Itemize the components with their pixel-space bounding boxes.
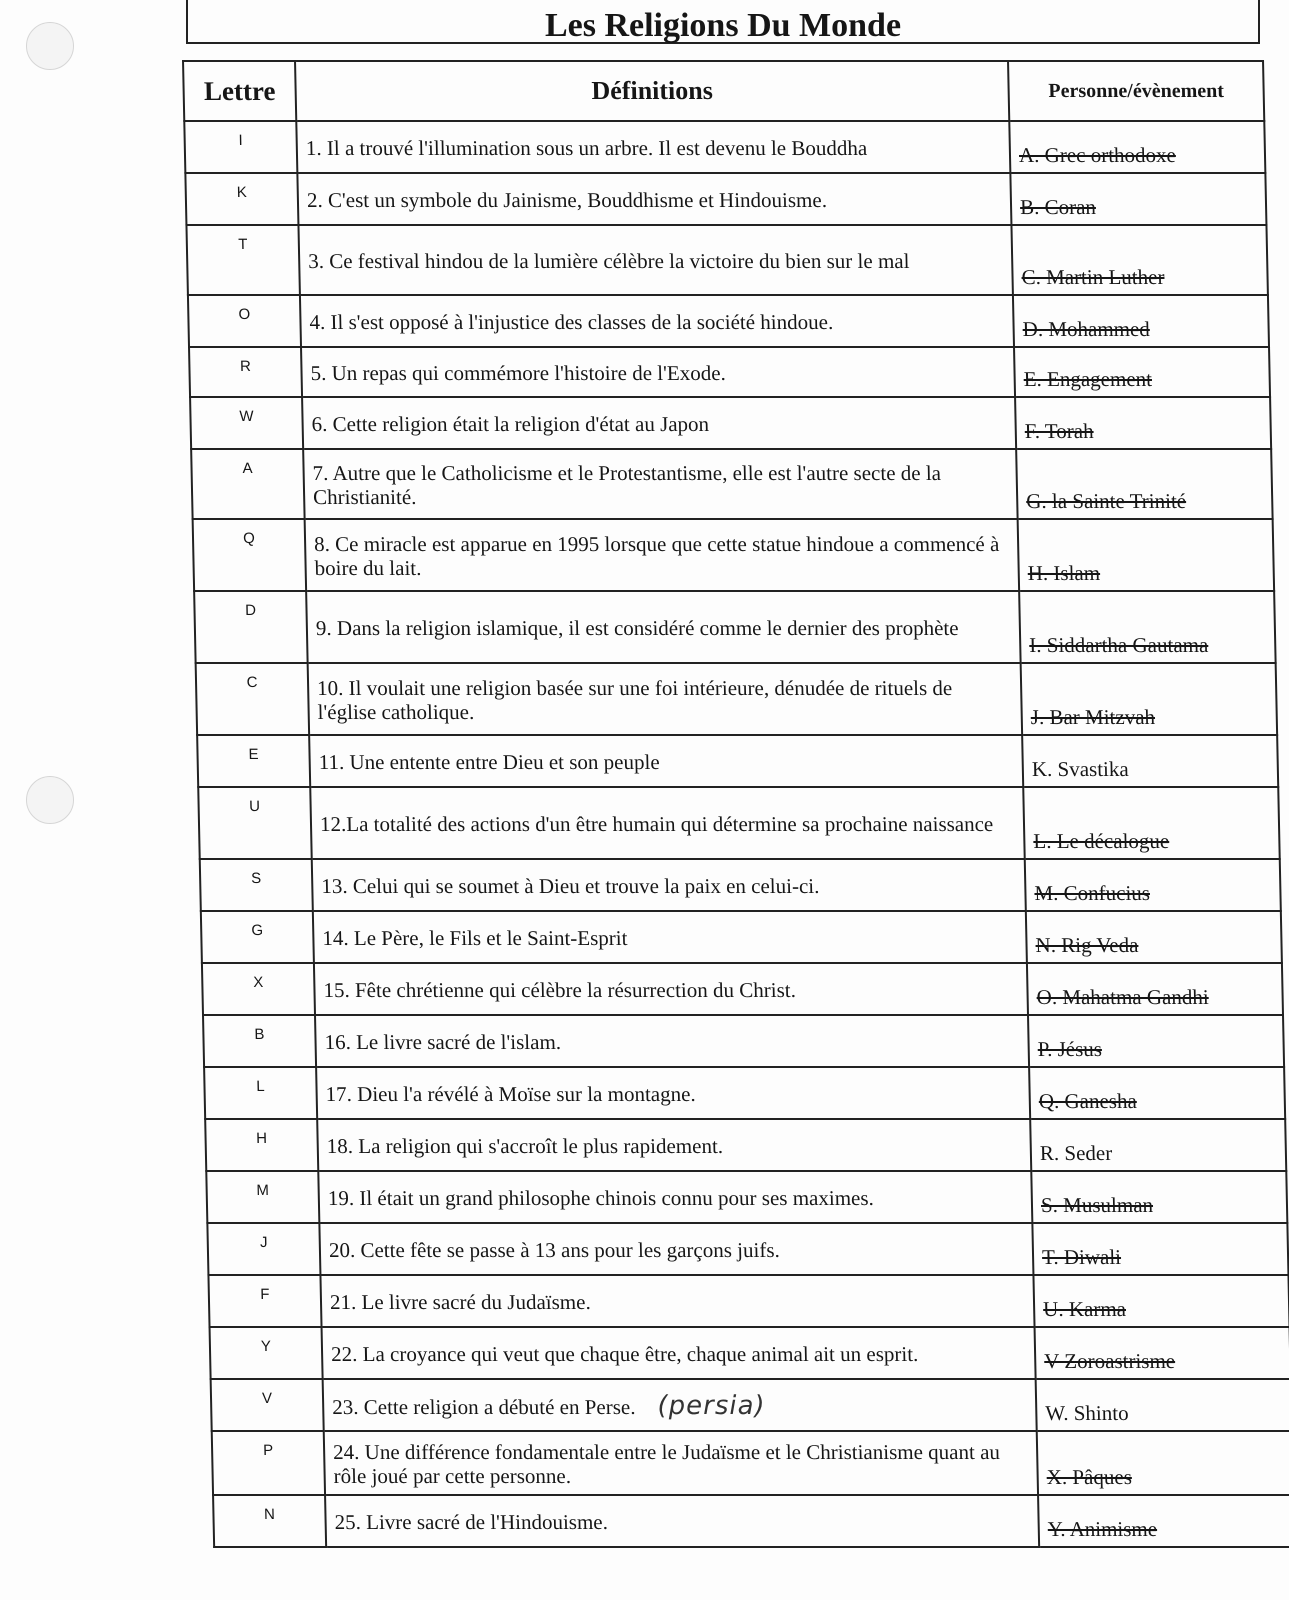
person-event-crossed-out: G. la Sainte Trinité bbox=[1025, 489, 1187, 513]
table-row bbox=[200, 859, 1281, 911]
person-event-crossed-out: F. Torah bbox=[1024, 419, 1094, 443]
definition-text: 8. Ce miracle est apparue en 1995 lorsque que cette statue hindoue a commencé à boire du lait. bbox=[313, 532, 1000, 580]
person-event-crossed-out: I. Siddartha Gautama bbox=[1029, 633, 1209, 657]
person-event-option: W. Shinto bbox=[1045, 1401, 1129, 1425]
table-row bbox=[191, 449, 1272, 519]
answer-letter: N bbox=[213, 1495, 326, 1547]
definition-text: 17. Dieu l'a révélé à Moïse sur la montagne. bbox=[325, 1082, 696, 1106]
table-row bbox=[208, 1275, 1289, 1327]
definition-text: 12.La totalité des actions d'un être humain qui détermine sa prochaine naissance bbox=[319, 812, 994, 836]
person-event-option: R. Seder bbox=[1039, 1141, 1113, 1165]
definition-cell bbox=[324, 1431, 1038, 1495]
person-event-cell bbox=[1013, 295, 1269, 347]
person-event-cell bbox=[1030, 1119, 1286, 1171]
definition-cell bbox=[319, 1223, 1033, 1275]
table-row bbox=[207, 1223, 1288, 1275]
person-event-cell bbox=[1037, 1431, 1289, 1495]
definition-text: 20. Cette fête se passe à 13 ans pour les garçons juifs. bbox=[328, 1238, 780, 1262]
definition-text: 4. Il s'est opposé à l'injustice des classes de la société hindoue. bbox=[309, 310, 834, 334]
answer-letter: R bbox=[189, 347, 302, 397]
person-event-cell bbox=[1033, 1275, 1289, 1327]
person-event-crossed-out: V Zoroastrisme bbox=[1044, 1349, 1176, 1373]
handwritten-note: (persia) bbox=[657, 1390, 766, 1421]
answer-letter: J bbox=[207, 1223, 320, 1275]
table-row bbox=[190, 397, 1271, 449]
table-row bbox=[196, 663, 1278, 735]
title-box bbox=[186, 0, 1260, 44]
table-row bbox=[203, 1015, 1284, 1067]
table-row bbox=[198, 787, 1280, 859]
person-event-cell bbox=[1031, 1171, 1287, 1223]
definition-cell bbox=[300, 295, 1014, 347]
table-row bbox=[206, 1171, 1287, 1223]
person-event-option: K. Svastika bbox=[1031, 757, 1129, 781]
answer-letter: Q bbox=[193, 519, 307, 591]
definition-cell bbox=[297, 173, 1011, 225]
answer-letter: W bbox=[190, 397, 303, 449]
table-row bbox=[194, 591, 1276, 663]
definition-cell bbox=[316, 1067, 1030, 1119]
answer-letter: D bbox=[194, 591, 308, 663]
person-event-crossed-out: J. Bar Mitzvah bbox=[1030, 705, 1156, 729]
answer-letter: E bbox=[197, 735, 310, 787]
definition-cell bbox=[313, 911, 1027, 963]
answer-letter: C bbox=[196, 663, 310, 735]
person-event-cell bbox=[1035, 1327, 1289, 1379]
definition-cell bbox=[323, 1379, 1037, 1431]
person-event-cell bbox=[1015, 397, 1271, 449]
person-event-crossed-out: D. Mohammed bbox=[1022, 317, 1151, 341]
definition-text: 1. Il a trouvé l'illumination sous un arbre. Il est devenu le Bouddha bbox=[305, 136, 868, 160]
definition-text: 9. Dans la religion islamique, il est considéré comme le dernier des prophète bbox=[315, 616, 959, 640]
answer-letter: U bbox=[198, 787, 312, 859]
definition-cell bbox=[320, 1275, 1034, 1327]
definition-text: 2. C'est un symbole du Jainisme, Bouddhisme et Hindouisme. bbox=[306, 188, 828, 212]
answer-letter: O bbox=[188, 295, 301, 347]
header-definitions: Définitions bbox=[295, 61, 1009, 121]
table-row bbox=[193, 519, 1275, 591]
table-row bbox=[184, 121, 1265, 173]
person-event-cell bbox=[1018, 519, 1275, 591]
answer-letter: M bbox=[206, 1171, 319, 1223]
answer-letter: I bbox=[184, 121, 297, 173]
table-row bbox=[189, 347, 1270, 397]
definition-text: 18. La religion qui s'accroît le plus rapidement. bbox=[326, 1134, 724, 1158]
person-event-crossed-out: M. Confucius bbox=[1034, 881, 1151, 905]
person-event-crossed-out: L. Le décalogue bbox=[1033, 829, 1170, 853]
definition-cell bbox=[302, 397, 1016, 449]
person-event-crossed-out: U. Karma bbox=[1042, 1297, 1127, 1321]
person-event-crossed-out: P. Jésus bbox=[1037, 1037, 1103, 1061]
table-row bbox=[204, 1067, 1285, 1119]
person-event-cell bbox=[1022, 735, 1278, 787]
person-event-cell bbox=[1029, 1067, 1285, 1119]
answer-letter: A bbox=[191, 449, 304, 519]
person-event-cell bbox=[1011, 225, 1267, 295]
answer-letter: P bbox=[212, 1431, 325, 1495]
definition-cell bbox=[303, 449, 1017, 519]
table-row bbox=[197, 735, 1278, 787]
definition-text: 22. La croyance qui veut que chaque être, chaque animal ait un esprit. bbox=[330, 1342, 919, 1366]
answer-letter: B bbox=[203, 1015, 316, 1067]
table-row bbox=[185, 173, 1266, 225]
definition-cell bbox=[298, 225, 1012, 295]
definition-text: 5. Un repas qui commémore l'histoire de l'Exode. bbox=[310, 361, 727, 385]
definition-cell bbox=[325, 1495, 1039, 1547]
binder-hole-middle bbox=[26, 776, 74, 824]
definition-text: 23. Cette religion a débuté en Perse. bbox=[331, 1394, 636, 1419]
answer-letter: X bbox=[202, 963, 315, 1015]
header-personne: Personne/évènement bbox=[1008, 61, 1264, 121]
answer-letter: G bbox=[201, 911, 314, 963]
definition-text: 25. Livre sacré de l'Hindouisme. bbox=[334, 1510, 609, 1534]
answer-letter: Y bbox=[210, 1327, 323, 1379]
header-lettre: Lettre bbox=[183, 61, 296, 121]
person-event-crossed-out: E. Engagement bbox=[1023, 367, 1153, 391]
definition-cell bbox=[314, 963, 1028, 1015]
page-title: Les Religions Du Monde bbox=[544, 7, 902, 44]
answer-letter: H bbox=[205, 1119, 318, 1171]
definition-cell bbox=[322, 1327, 1036, 1379]
table-row bbox=[201, 911, 1282, 963]
definition-text: 11. Une entente entre Dieu et son peuple bbox=[318, 750, 660, 774]
definition-cell bbox=[312, 859, 1026, 911]
person-event-cell bbox=[1023, 787, 1280, 859]
person-event-crossed-out: B. Coran bbox=[1019, 195, 1097, 219]
person-event-crossed-out: X. Pâques bbox=[1046, 1465, 1133, 1489]
definition-cell bbox=[308, 663, 1023, 735]
person-event-cell bbox=[1016, 449, 1272, 519]
answer-letter: T bbox=[186, 225, 299, 295]
person-event-cell bbox=[1009, 121, 1265, 173]
binder-hole-top bbox=[26, 22, 74, 70]
person-event-cell bbox=[1026, 911, 1282, 963]
person-event-cell bbox=[1027, 963, 1283, 1015]
person-event-crossed-out: O. Mahatma Gandhi bbox=[1036, 985, 1209, 1009]
definition-text: 21. Le livre sacré du Judaïsme. bbox=[329, 1290, 591, 1314]
person-event-crossed-out: H. Islam bbox=[1027, 561, 1101, 585]
person-event-cell bbox=[1025, 859, 1281, 911]
answer-letter: L bbox=[204, 1067, 317, 1119]
person-event-cell bbox=[1010, 173, 1266, 225]
definition-text: 3. Ce festival hindou de la lumière célèbre la victoire du bien sur le mal bbox=[307, 249, 910, 273]
person-event-cell bbox=[1014, 347, 1270, 397]
definition-cell bbox=[309, 735, 1023, 787]
person-event-crossed-out: S. Musulman bbox=[1040, 1193, 1154, 1217]
table-row bbox=[205, 1119, 1286, 1171]
person-event-cell bbox=[1032, 1223, 1288, 1275]
table-row bbox=[213, 1495, 1289, 1547]
definition-text: 7. Autre que le Catholicisme et le Protestantisme, elle est l'autre secte de la Christianité. bbox=[312, 461, 942, 509]
definition-cell bbox=[315, 1015, 1029, 1067]
table-row bbox=[188, 295, 1269, 347]
person-event-crossed-out: C. Martin Luther bbox=[1021, 265, 1165, 289]
definition-text: 19. Il était un grand philosophe chinois connu pour ses maximes. bbox=[327, 1186, 875, 1210]
answer-letter: S bbox=[200, 859, 313, 911]
person-event-cell bbox=[1021, 663, 1278, 735]
header-row bbox=[183, 61, 1264, 121]
table-row bbox=[212, 1431, 1289, 1495]
definition-cell bbox=[317, 1119, 1031, 1171]
person-event-cell bbox=[1038, 1495, 1289, 1547]
person-event-crossed-out: A. Grec orthodoxe bbox=[1018, 143, 1177, 167]
definition-text: 16. Le livre sacré de l'islam. bbox=[324, 1030, 562, 1054]
person-event-cell bbox=[1036, 1379, 1289, 1431]
definition-cell bbox=[306, 591, 1021, 663]
table-row bbox=[186, 225, 1267, 295]
definition-cell bbox=[301, 347, 1015, 397]
matching-table bbox=[182, 60, 1289, 1548]
person-event-crossed-out: Q. Ganesha bbox=[1038, 1089, 1138, 1113]
person-event-cell bbox=[1028, 1015, 1284, 1067]
answer-letter: K bbox=[185, 173, 298, 225]
table-row bbox=[202, 963, 1283, 1015]
answer-letter: V bbox=[211, 1379, 324, 1431]
definition-text: 10. Il voulait une religion basée sur une foi intérieure, dénudée de rituels de l'église catholique. bbox=[316, 676, 953, 724]
definition-cell bbox=[296, 121, 1010, 173]
person-event-cell bbox=[1019, 591, 1276, 663]
definition-text: 6. Cette religion était la religion d'état au Japon bbox=[311, 412, 710, 436]
table-row bbox=[210, 1327, 1289, 1379]
definition-text: 13. Celui qui se soumet à Dieu et trouve la paix en celui-ci. bbox=[321, 874, 820, 898]
person-event-crossed-out: N. Rig Veda bbox=[1035, 933, 1139, 957]
person-event-crossed-out: Y. Animisme bbox=[1047, 1517, 1158, 1541]
definition-cell bbox=[318, 1171, 1032, 1223]
definition-cell bbox=[310, 787, 1025, 859]
answer-letter: F bbox=[208, 1275, 321, 1327]
definition-text: 14. Le Père, le Fils et le Saint-Esprit bbox=[322, 926, 628, 950]
definition-cell bbox=[305, 519, 1020, 591]
table-row bbox=[211, 1379, 1289, 1431]
definition-text: 15. Fête chrétienne qui célèbre la résurrection du Christ. bbox=[323, 978, 797, 1002]
person-event-crossed-out: T. Diwali bbox=[1041, 1245, 1122, 1269]
definition-text: 24. Une différence fondamentale entre le Judaïsme et le Christianisme quant au rôle joué par cette personne. bbox=[332, 1440, 1001, 1488]
